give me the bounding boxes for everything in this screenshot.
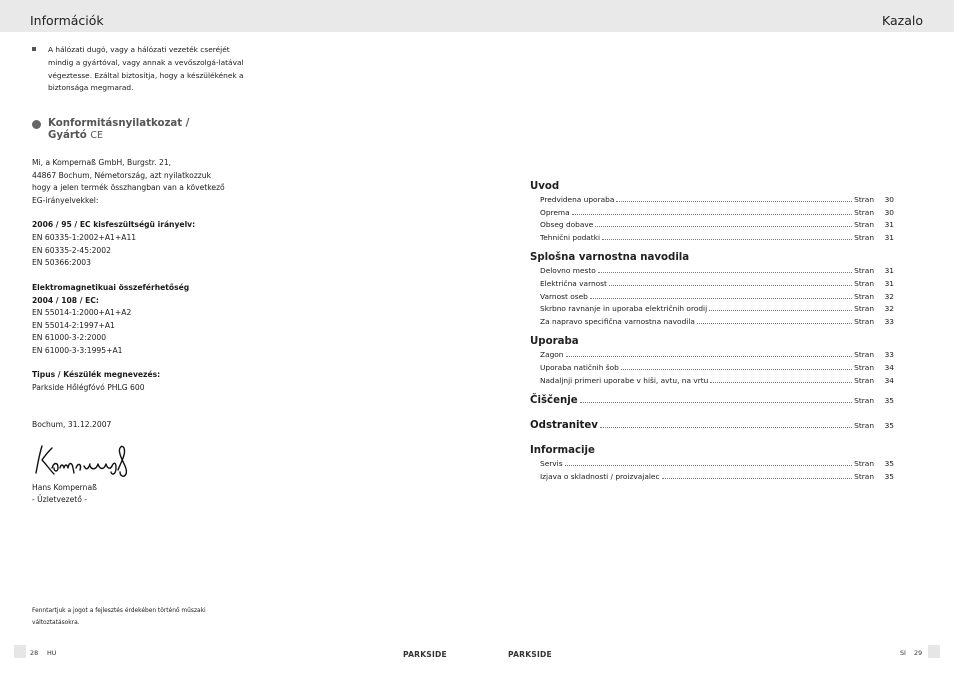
type-title: Tipus / Készülék megnevezés:: [32, 370, 161, 379]
header-left-title: Információk: [30, 13, 104, 28]
header-right-title: Kazalo: [882, 13, 923, 28]
table-of-contents: [530, 180, 894, 483]
signer-role: - Üzletvezető -: [32, 495, 88, 504]
toc-row[interactable]: Oprema Stran 30: [540, 207, 894, 217]
signer-name: Hans Kompernaß: [32, 483, 97, 492]
left-language: HU: [47, 649, 57, 657]
toc-row[interactable]: Nadaljnji primeri uporabe v hiši, avtu, na vrtu Stran 34: [540, 375, 894, 385]
toc-row[interactable]: Skrbno ravnanje in uporaba električnih orodij Stran 32: [540, 304, 894, 314]
directive1-title: 2006 / 95 / EC kisfeszültségü irányelv:: [32, 220, 196, 229]
page-tab-left: [14, 645, 26, 658]
bullet-text: A hálózati dugó, vagy a hálózati vezeték cseréjét mindig a gyártóval, vagy annak a vevőszolgá-latával végeztesse. Ezáltal biztosítja, hogy a készülékének a biztonsága megmarad.: [48, 45, 244, 93]
signature-image: [32, 440, 132, 480]
right-language: SI: [900, 649, 906, 657]
directive2-title: Elektromagnetikuai összeférhetőség 2004 / 108 / EC:: [32, 283, 190, 305]
toc-section-title: Uvod: [530, 181, 560, 192]
toc-row[interactable]: Servis Stran 35: [540, 459, 894, 469]
conformity-heading: [32, 118, 189, 142]
toc-section-cleaning[interactable]: Čiščenje Stran 35: [530, 395, 894, 407]
parkside-logo-right: PARKSIDE: [508, 650, 552, 659]
ce-mark: CE: [90, 130, 103, 141]
toc-row[interactable]: Predvidena uporaba Stran 30: [540, 195, 894, 204]
footnote: Fenntartjuk a jogot a fejlesztés érdekében történő műszaki változtatásokra.: [32, 608, 206, 626]
conformity-title-line2: Gyártó: [48, 130, 87, 141]
square-bullet-icon: [32, 47, 36, 51]
toc-row[interactable]: Obseg dobave Stran 31: [540, 220, 894, 230]
toc-section-title: Informacije: [530, 445, 595, 457]
parkside-logo-left: PARKSIDE: [403, 650, 447, 659]
left-page-number: 28: [30, 649, 39, 657]
toc-row[interactable]: Za napravo specifična varnostna navodila Stran 33: [540, 316, 894, 326]
toc-section-title: Uporaba: [530, 336, 579, 348]
page-tab-right: [928, 645, 940, 658]
type-value: Parkside Hőlégfóvó PHLG 600: [32, 383, 145, 392]
toc-row[interactable]: Tehnični podatki Stran 31: [540, 232, 894, 242]
toc-row[interactable]: Varnost oseb Stran 32: [540, 291, 894, 301]
declaration-intro: Mi, a Kompernaß GmbH, Burgstr. 21, 44867 Bochum, Németország, azt nyilatkozzuk hogy a jelen termék összhangban van a következő EG-irányelvekkel:: [32, 158, 225, 205]
page-header: [0, 0, 954, 32]
date-place: Bochum, 31.12.2007: [32, 420, 112, 429]
toc-row[interactable]: Zagon Stran 33: [540, 350, 894, 360]
toc-row[interactable]: Uporaba natičnih šob Stran 34: [540, 362, 894, 372]
directive2-norms: EN 55014-1:2000+A1+A2 EN 55014-2:1997+A1 EN 61000-3-2:2000 EN 61000-3-3:1995+A1: [32, 308, 132, 355]
right-page-number: 29: [914, 649, 923, 657]
toc-row[interactable]: Električna varnost Stran 31: [540, 278, 894, 288]
conformity-title-line1: Konformitásnyilatkozat /: [48, 118, 190, 129]
toc-section-disposal[interactable]: Odstranitev Stran 35: [530, 420, 894, 432]
toc-row[interactable]: Delovno mesto Stran 31: [540, 266, 894, 276]
round-bullet-icon: [32, 120, 41, 129]
toc-section-title: Splošna varnostna navodila: [530, 252, 690, 264]
directive1-norms: EN 60335-1:2002+A1+A11 EN 60335-2-45:2002 EN 50366:2003: [32, 233, 137, 268]
toc-row[interactable]: Izjava o skladnosti / proizvajalec Stran 35: [540, 471, 894, 481]
safety-bullet: [32, 44, 247, 95]
